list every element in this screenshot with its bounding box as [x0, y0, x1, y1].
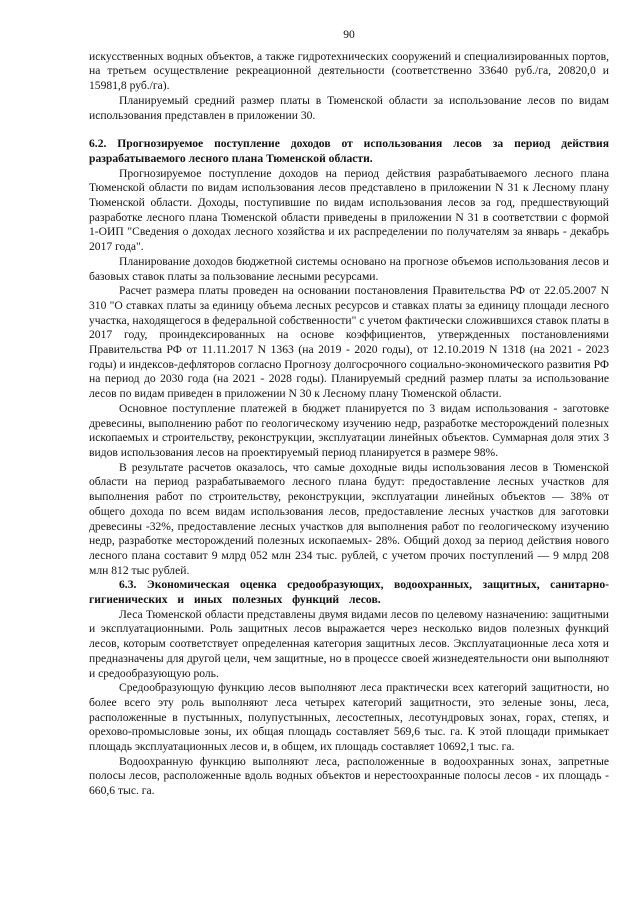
paragraph-forest-types: Леса Тюменской области представлены двумя видами лесов по целевому назначению: защитными и эксплуатационными. Роль защитных лесов выражается через несколько видов полезных функций лесов, которым соответствует определенная категория защитных лесов. Эксплуатационные леса хотя и предназначены для другой цели, чем защитные, но в процессе своей жизнедеятельности они выполняют и средообразующую роль.: [89, 607, 609, 680]
section-heading-6-3: 6.3. Экономическая оценка средообразующих, водоохранных, защитных, санитарно-гигиенических и иных полезных функций лесов.: [89, 578, 609, 607]
page-number: 90: [343, 28, 355, 41]
paragraph-environmental-function: Средообразующую функцию лесов выполняют леса практически всех категорий защитности, но более всего эту роль выполняют леса четырех категорий защитности, это зеленые зоны, леса, расположенные в пустынных, полупустынных, лесостепных, лесотундровых зонах, горах, степях, и орехово-промысловые зоны, их общая площадь составляет 569,6 тыс. га. К этой площади примыкает площадь эксплуатационных лесов и, в общем, их площадь составляет 10692,1 тыс. га.: [89, 681, 609, 754]
paragraph-calculation-results: В результате расчетов оказалось, что самые доходные виды использования лесов в Тюменской области на период разрабатываемого лесного плана будут: предоставление лесных участков для выполнения работ по строительству, реконструкции, эксплуатации линейных объектов — 38% от общего дохода по всем видам использования лесов, предоставление лесных участков для заготовки древесины -32%, предоставление лесных участков для выполнения работ по геологическому изучению недр, разработке месторождений полезных ископаемых- 28%. Общий доход за период действия нового лесного плана составит 9 млрд 052 млн 234 тыс. рублей, с учетом прочих поступлений — 9 млрд 208 млн 812 тыс рублей.: [89, 460, 609, 577]
paragraph-continuation: искусственных водных объектов, а также гидротехнических сооружений и специализированных портов, на третьем осуществление рекреационной деятельности (соответственно 33640 руб./га, 20820,0 и 15981,8 руб./га).: [89, 49, 609, 93]
paragraph-forecast-income: Прогнозируемое поступление доходов на период действия разрабатываемого лесного плана Тюменской области по видам использования лесов представлено в приложении N 31 к Лесному плану Тюменской области. Доходы, поступившие по видам использования лесов за год, предшествующий разработке лесного плана Тюменской области приведены в приложении N 31 в соответствии с формой 1-ОИП "Сведения о доходах лесного хозяйства и их распределении по получателям за январь - декабрь 2017 года".: [89, 166, 609, 254]
paragraph-average-fee: Планируемый средний размер платы в Тюменской области за использование лесов по видам использования представлен в приложении 30.: [89, 93, 609, 122]
section-heading-6-2: 6.2. Прогнозируемое поступление доходов от использования лесов за период действия разрабатываемого лесного плана Тюменской области.: [89, 137, 609, 165]
paragraph-main-payments: Основное поступление платежей в бюджет планируется по 3 видам использования - заготовке древесины, выполнению работ по геологическому изучению недр, разработке месторождений полезных ископаемых и строительству, реконструкции, эксплуатации линейных объектов. Суммарная доля этих 3 видов использования лесов на проектируемый период планируется в размере 98%.: [89, 401, 609, 459]
paragraph-water-protection: Водоохранную функцию выполняют леса, расположенные в водоохранных зонах, запретные полосы лесов, расположенные вдоль водных объектов и нерестоохранные полосы лесов - их площадь - 660,6 тыс. га.: [89, 754, 609, 798]
paragraph-fee-calculation: Расчет размера платы проведен на основании постановления Правительства РФ от 22.05.2007 N 310 "О ставках платы за единицу объема лесных ресурсов и ставках платы за единицу площади лесного участка, находящегося в федеральной собственности" с учетом фактически сложившихся ставок платы в 2017 году, проиндексированных на основе коэффициентов, утвержденных постановлениями Правительства РФ от 11.11.2017 N 1363 (на 2019 - 2020 годы), от 12.10.2019 N 1318 (на 2021 - 2023 годы) и индексов-дефляторов согласно Прогнозу долгосрочного социально-экономического развития РФ на период до 2030 года (на 2021 - 2028 годы). Планируемый средний размер платы за использование лесов по видам приведен в приложении N 30 к Лесному плану Тюменской области.: [89, 284, 609, 401]
paragraph-budget-planning: Планирование доходов бюджетной системы основано на прогнозе объемов использования лесов и базовых ставок платы за пользование лесными ресурсами.: [89, 254, 609, 283]
document-page: [89, 28, 609, 799]
